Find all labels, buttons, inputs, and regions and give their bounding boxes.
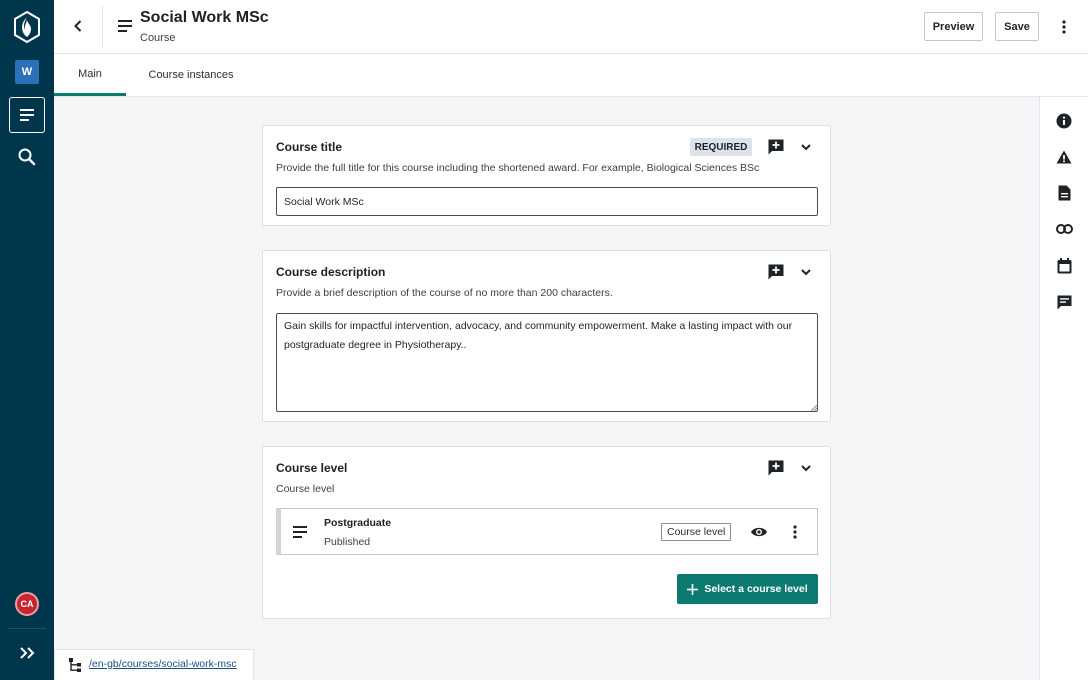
back-button[interactable] xyxy=(68,15,88,37)
field-help-text: Provide the full title for this course including the shortened award. For example, Biological Sciences BSc xyxy=(276,162,760,174)
workspace-switcher[interactable]: W xyxy=(15,60,39,84)
linked-entry[interactable] xyxy=(276,508,818,555)
content-type-icon xyxy=(117,18,133,34)
header-divider xyxy=(102,6,103,48)
url-path-link[interactable]: /en-gb/courses/social-work-msc xyxy=(89,658,237,670)
tab-course-instances[interactable]: Course instances xyxy=(148,69,234,81)
save-button[interactable]: Save xyxy=(995,12,1039,41)
eye-icon xyxy=(750,526,768,538)
right-side-panel xyxy=(1039,97,1088,680)
chevron-down-icon[interactable] xyxy=(800,462,812,474)
preview-entry-button[interactable] xyxy=(749,523,769,541)
entry-type-icon xyxy=(293,525,307,539)
chevron-left-icon xyxy=(74,20,82,32)
document-button[interactable] xyxy=(1055,184,1073,202)
entry-title: Postgraduate xyxy=(324,517,392,529)
entry-options-button[interactable] xyxy=(788,523,802,541)
kebab-icon xyxy=(1062,20,1066,34)
left-rail xyxy=(0,0,54,680)
required-badge: REQUIRED xyxy=(690,138,752,156)
document-icon xyxy=(1058,185,1071,201)
field-label: Course level xyxy=(276,461,348,475)
add-comment-icon[interactable] xyxy=(768,139,784,155)
chevron-down-icon[interactable] xyxy=(800,141,812,153)
field-help-text: Provide a brief description of the course of no more than 200 characters. xyxy=(276,287,613,299)
page-header xyxy=(54,0,1088,54)
kebab-icon xyxy=(793,525,797,539)
rail-divider xyxy=(8,628,46,629)
course-level-card xyxy=(262,446,831,619)
tab-bar xyxy=(54,54,1088,97)
preview-button[interactable]: Preview xyxy=(924,12,983,41)
user-avatar[interactable]: CA xyxy=(15,592,39,616)
field-label: Course description xyxy=(276,265,386,279)
schedule-button[interactable] xyxy=(1055,257,1073,275)
plus-icon xyxy=(687,584,698,595)
course-description-card xyxy=(262,250,831,422)
add-comment-icon[interactable] xyxy=(768,460,784,476)
entry-status: Published xyxy=(324,536,371,548)
select-course-level-button[interactable] xyxy=(677,574,818,604)
page-title: Social Work MSc xyxy=(140,9,269,26)
chevron-down-icon[interactable] xyxy=(800,266,812,278)
site-tree-icon xyxy=(68,657,84,673)
app-logo-icon[interactable] xyxy=(13,11,41,43)
course-title-card xyxy=(262,125,831,226)
warnings-button[interactable] xyxy=(1055,148,1073,166)
comment-icon xyxy=(1057,295,1072,310)
field-help-text: Course level xyxy=(276,483,335,495)
more-options-button[interactable] xyxy=(1054,16,1074,38)
calendar-icon xyxy=(1057,258,1072,274)
info-button[interactable] xyxy=(1055,112,1073,130)
select-course-level-label: Select a course level xyxy=(704,583,808,595)
add-comment-icon[interactable] xyxy=(768,264,784,280)
resize-handle-icon[interactable] xyxy=(811,405,817,411)
content-list-icon xyxy=(20,109,34,121)
info-icon xyxy=(1056,113,1072,129)
link-icon xyxy=(1056,224,1073,234)
warning-icon xyxy=(1056,150,1072,164)
page-subtitle: Course xyxy=(140,32,176,44)
content-type-tag: Course level xyxy=(661,523,731,541)
content-nav-button[interactable] xyxy=(9,97,45,133)
tab-main[interactable]: Main xyxy=(54,54,126,96)
search-icon[interactable] xyxy=(17,147,37,167)
field-label: Course title xyxy=(276,140,343,154)
course-description-textarea[interactable] xyxy=(276,313,818,412)
expand-rail-icon[interactable] xyxy=(18,644,36,662)
links-button[interactable] xyxy=(1055,220,1073,238)
course-title-input[interactable] xyxy=(276,187,818,216)
comments-button[interactable] xyxy=(1055,293,1073,311)
url-path-bar xyxy=(54,649,254,680)
